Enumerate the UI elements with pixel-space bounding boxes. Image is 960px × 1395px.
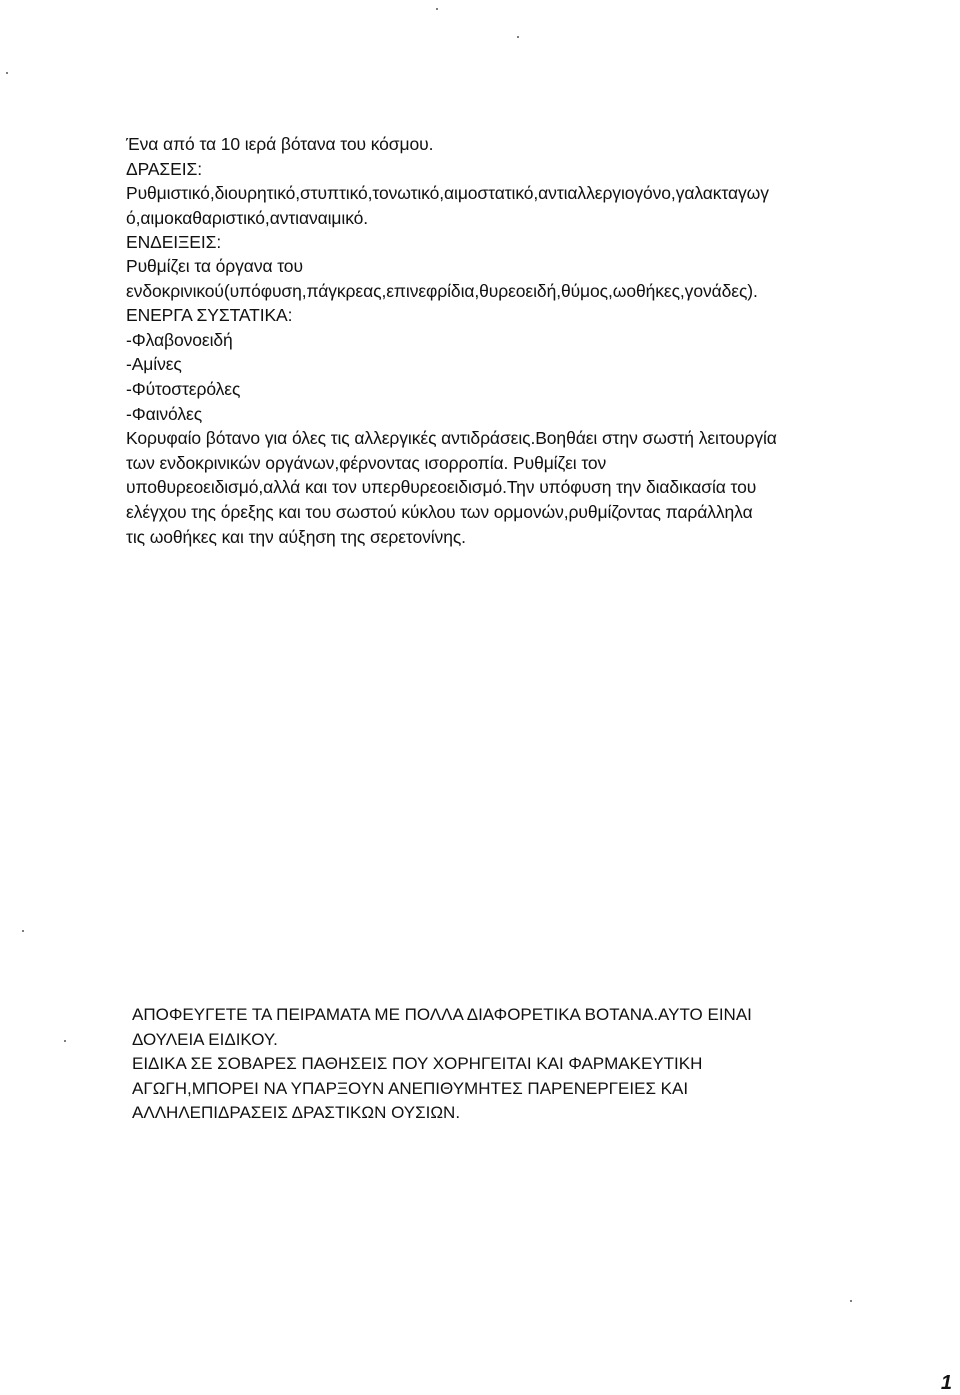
body-line: ΕΝΕΡΓΑ ΣΥΣΤΑΤΙΚΑ: <box>126 305 293 325</box>
page-number: 1 <box>940 1372 952 1394</box>
scan-speck <box>436 8 438 10</box>
body-line: τις ωοθήκες και την αύξηση της σερετονίνης. <box>126 527 466 547</box>
body-line: ενδοκρινικού(υπόφυση,πάγκρεας,επινεφρίδια,θυρεοειδή,θύμος,ωοθήκες,γονάδες). <box>126 281 758 301</box>
warning-line: ΑΓΩΓΗ,ΜΠΟΡΕΙ ΝΑ ΥΠΑΡΞΟΥΝ ΑΝΕΠΙΘΥΜΗΤΕΣ ΠΑΡΕΝΕΡΓΕΙΕΣ ΚΑΙ <box>132 1079 689 1098</box>
body-line: -Φαινόλες <box>126 404 203 424</box>
warning-line: ΕΙΔΙΚΑ ΣΕ ΣΟΒΑΡΕΣ ΠΑΘΗΣΕΙΣ ΠΟΥ ΧΟΡΗΓΕΙΤΑΙ ΚΑΙ ΦΑΡΜΑΚΕΥΤΙΚΗ <box>132 1054 703 1073</box>
warning-line: ΔΟΥΛΕΙΑ ΕΙΔΙΚΟΥ. <box>132 1030 278 1049</box>
body-line: υποθυρεοειδισμό,αλλά και τον υπερθυρεοειδισμό.Την υπόφυση την διαδικασία του <box>126 477 757 497</box>
scan-speck <box>64 1040 66 1042</box>
scan-speck <box>22 930 24 932</box>
body-line: -Αμίνες <box>126 354 182 374</box>
body-line: ΔΡΑΣΕΙΣ: <box>126 159 202 179</box>
body-line: των ενδοκρινικών οργάνων,φέρνοντας ισορροπία. Ρυθμίζει τον <box>126 453 607 473</box>
scan-speck <box>6 72 8 74</box>
body-line: ελέγχου της όρεξης και του σωστού κύκλου των ορμονών,ρυθμίζοντας παράλληλα <box>126 502 753 522</box>
warning-line: ΑΠΟΦΕΥΓΕΤΕ ΤΑ ΠΕΙΡΑΜΑΤΑ ΜΕ ΠΟΛΛΑ ΔΙΑΦΟΡΕΤΙΚΑ ΒΟΤΑΝΑ.ΑΥΤΟ ΕΙΝΑΙ <box>132 1005 752 1024</box>
body-line: -Φλαβονοειδή <box>126 330 233 350</box>
body-line: ό,αιμοκαθαριστικό,αντιαναιμικό. <box>126 208 369 228</box>
warning-line: ΑΛΛΗΛΕΠΙΔΡΑΣΕΙΣ ΔΡΑΣΤΙΚΩΝ ΟΥΣΙΩΝ. <box>132 1103 461 1122</box>
scan-speck <box>850 1300 852 1302</box>
scan-speck <box>517 36 519 38</box>
body-line: Ένα από τα 10 ιερά βότανα του κόσμου. <box>126 134 434 154</box>
body-line: ΕΝΔΕΙΞΕΙΣ: <box>126 232 222 252</box>
body-line: Ρυθμιστικό,διουρητικό,στυπτικό,τονωτικό,αιμοστατικό,αντιαλλεργιογόνο,γαλακταγωγ <box>126 183 769 203</box>
body-line: Ρυθμίζει τα όργανα του <box>126 256 303 276</box>
body-line: Κορυφαίο βότανο για όλες τις αλλεργικές αντιδράσεις.Βοηθάει στην σωστή λειτουργία <box>126 428 777 448</box>
body-line: -Φύτοστερόλες <box>126 379 241 399</box>
